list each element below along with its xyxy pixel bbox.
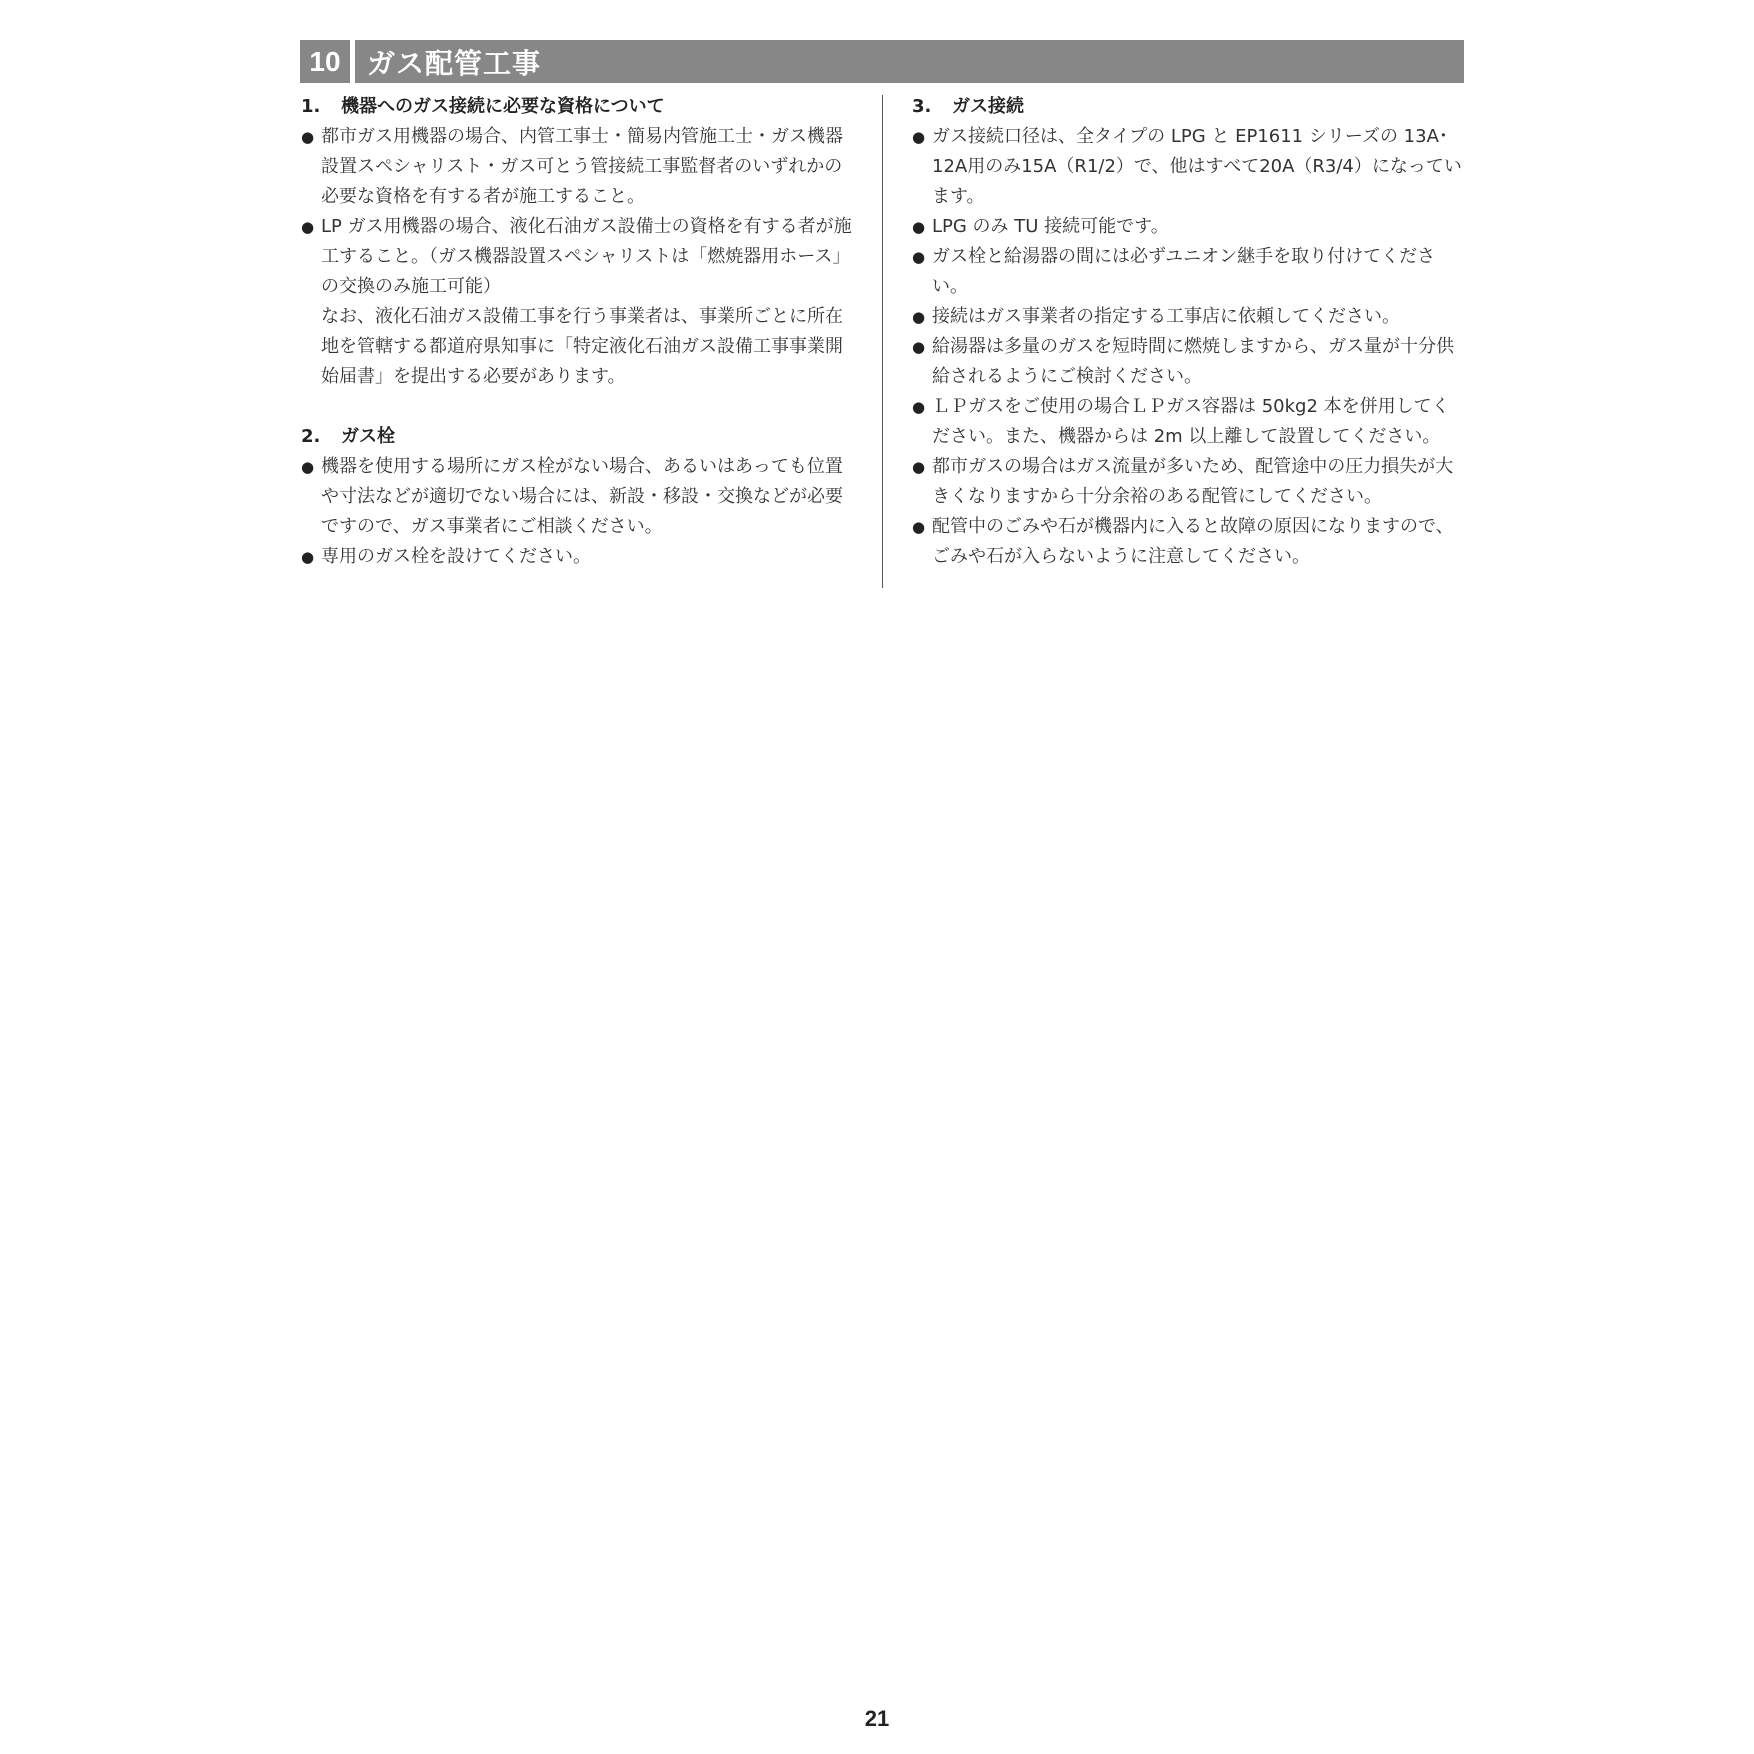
bullet-icon: ●: [301, 548, 315, 566]
subsection-title: ガス栓: [341, 426, 395, 447]
section-header-bar: [300, 40, 1464, 83]
list-item: [912, 122, 1464, 212]
list-item-text: ＬＰガスをご使用の場合ＬＰガス容器は 50kg2 本を併用してください。また、機器からは 2m 以上離して設置してください。: [932, 396, 1450, 447]
subsection-number: 1.: [301, 96, 321, 117]
page-number: 21: [864, 1706, 890, 1731]
left-column: [301, 92, 853, 572]
list-item-text: LP ガス用機器の場合、液化石油ガス設備士の資格を有する者が施工すること。（ガス機器設置スペシャリストは「燃焼器用ホース」の交換のみ施工可能）: [321, 216, 852, 297]
list-item-text: 都市ガスの場合はガス流量が多いため、配管途中の圧力損失が大きくなりますから十分余裕のある配管にしてください。: [932, 456, 1454, 507]
right-column: [912, 92, 1464, 572]
list-item: [912, 212, 1464, 242]
bullet-icon: ●: [912, 248, 926, 266]
list-item: [912, 512, 1464, 572]
list-item: [301, 542, 853, 572]
subsection-heading-1: [301, 92, 853, 122]
section-number: 10: [300, 40, 355, 83]
bullet-icon: ●: [301, 458, 315, 476]
list-item: [912, 302, 1464, 332]
list-item: [912, 452, 1464, 512]
bullet-icon: ●: [912, 128, 926, 146]
list-item-text: 接続はガス事業者の指定する工事店に依頼してください。: [932, 306, 1400, 327]
bullet-icon: ●: [912, 398, 926, 416]
bullet-icon: ●: [912, 458, 926, 476]
bullet-icon: ●: [912, 518, 926, 536]
bullet-icon: ●: [912, 218, 926, 236]
list-item-text: 給湯器は多量のガスを短時間に燃焼しますから、ガス量が十分供給されるようにご検討ください。: [932, 336, 1454, 387]
subsection-number: 3.: [912, 96, 932, 117]
section-title: ガス配管工事: [367, 46, 542, 80]
subsection-title: 機器へのガス接続に必要な資格について: [341, 96, 665, 117]
list-item-text: ガス接続口径は、全タイプの LPG と EP1611 シリーズの 13A･12A用のみ15A（R1/2）で、他はすべて20A（R3/4）になっています。: [932, 126, 1462, 207]
bullet-icon: ●: [912, 308, 926, 326]
list-item: [301, 122, 853, 212]
column-divider: [882, 95, 883, 588]
list-item: [301, 212, 853, 302]
list-item-text: 専用のガス栓を設けてください。: [321, 546, 591, 567]
list-item-text: 都市ガス用機器の場合、内管工事士・簡易内管施工士・ガス機器設置スペシャリスト・ガス可とう管接続工事監督者のいずれかの必要な資格を有する者が施工すること。: [321, 126, 843, 207]
list-item: [912, 392, 1464, 452]
note-paragraph: なお、液化石油ガス設備工事を行う事業者は、事業所ごとに所在地を管轄する都道府県知事に「特定液化石油ガス設備工事事業開始届書」を提出する必要があります。: [321, 306, 843, 387]
bullet-icon: ●: [912, 338, 926, 356]
list-item: [912, 332, 1464, 392]
list-item-text: ガス栓と給湯器の間には必ずユニオン継手を取り付けてください。: [932, 246, 1436, 297]
list-item-text: 配管中のごみや石が機器内に入ると故障の原因になりますので、ごみや石が入らないように注意してください。: [932, 516, 1454, 567]
subsection-heading-2: [301, 422, 853, 452]
list-item: [912, 242, 1464, 302]
bullet-icon: ●: [301, 218, 315, 236]
subsection-heading-3: [912, 92, 1464, 122]
list-item-text: 機器を使用する場所にガス栓がない場合、あるいはあっても位置や寸法などが適切でない場合には、新設・移設・交換などが必要ですので、ガス事業者にご相談ください。: [321, 456, 843, 537]
list-item: [301, 452, 853, 542]
list-item-text: LPG のみ TU 接続可能です。: [932, 216, 1169, 237]
subsection-title: ガス接続: [952, 96, 1024, 117]
bullet-icon: ●: [301, 128, 315, 146]
subsection-number: 2.: [301, 426, 321, 447]
